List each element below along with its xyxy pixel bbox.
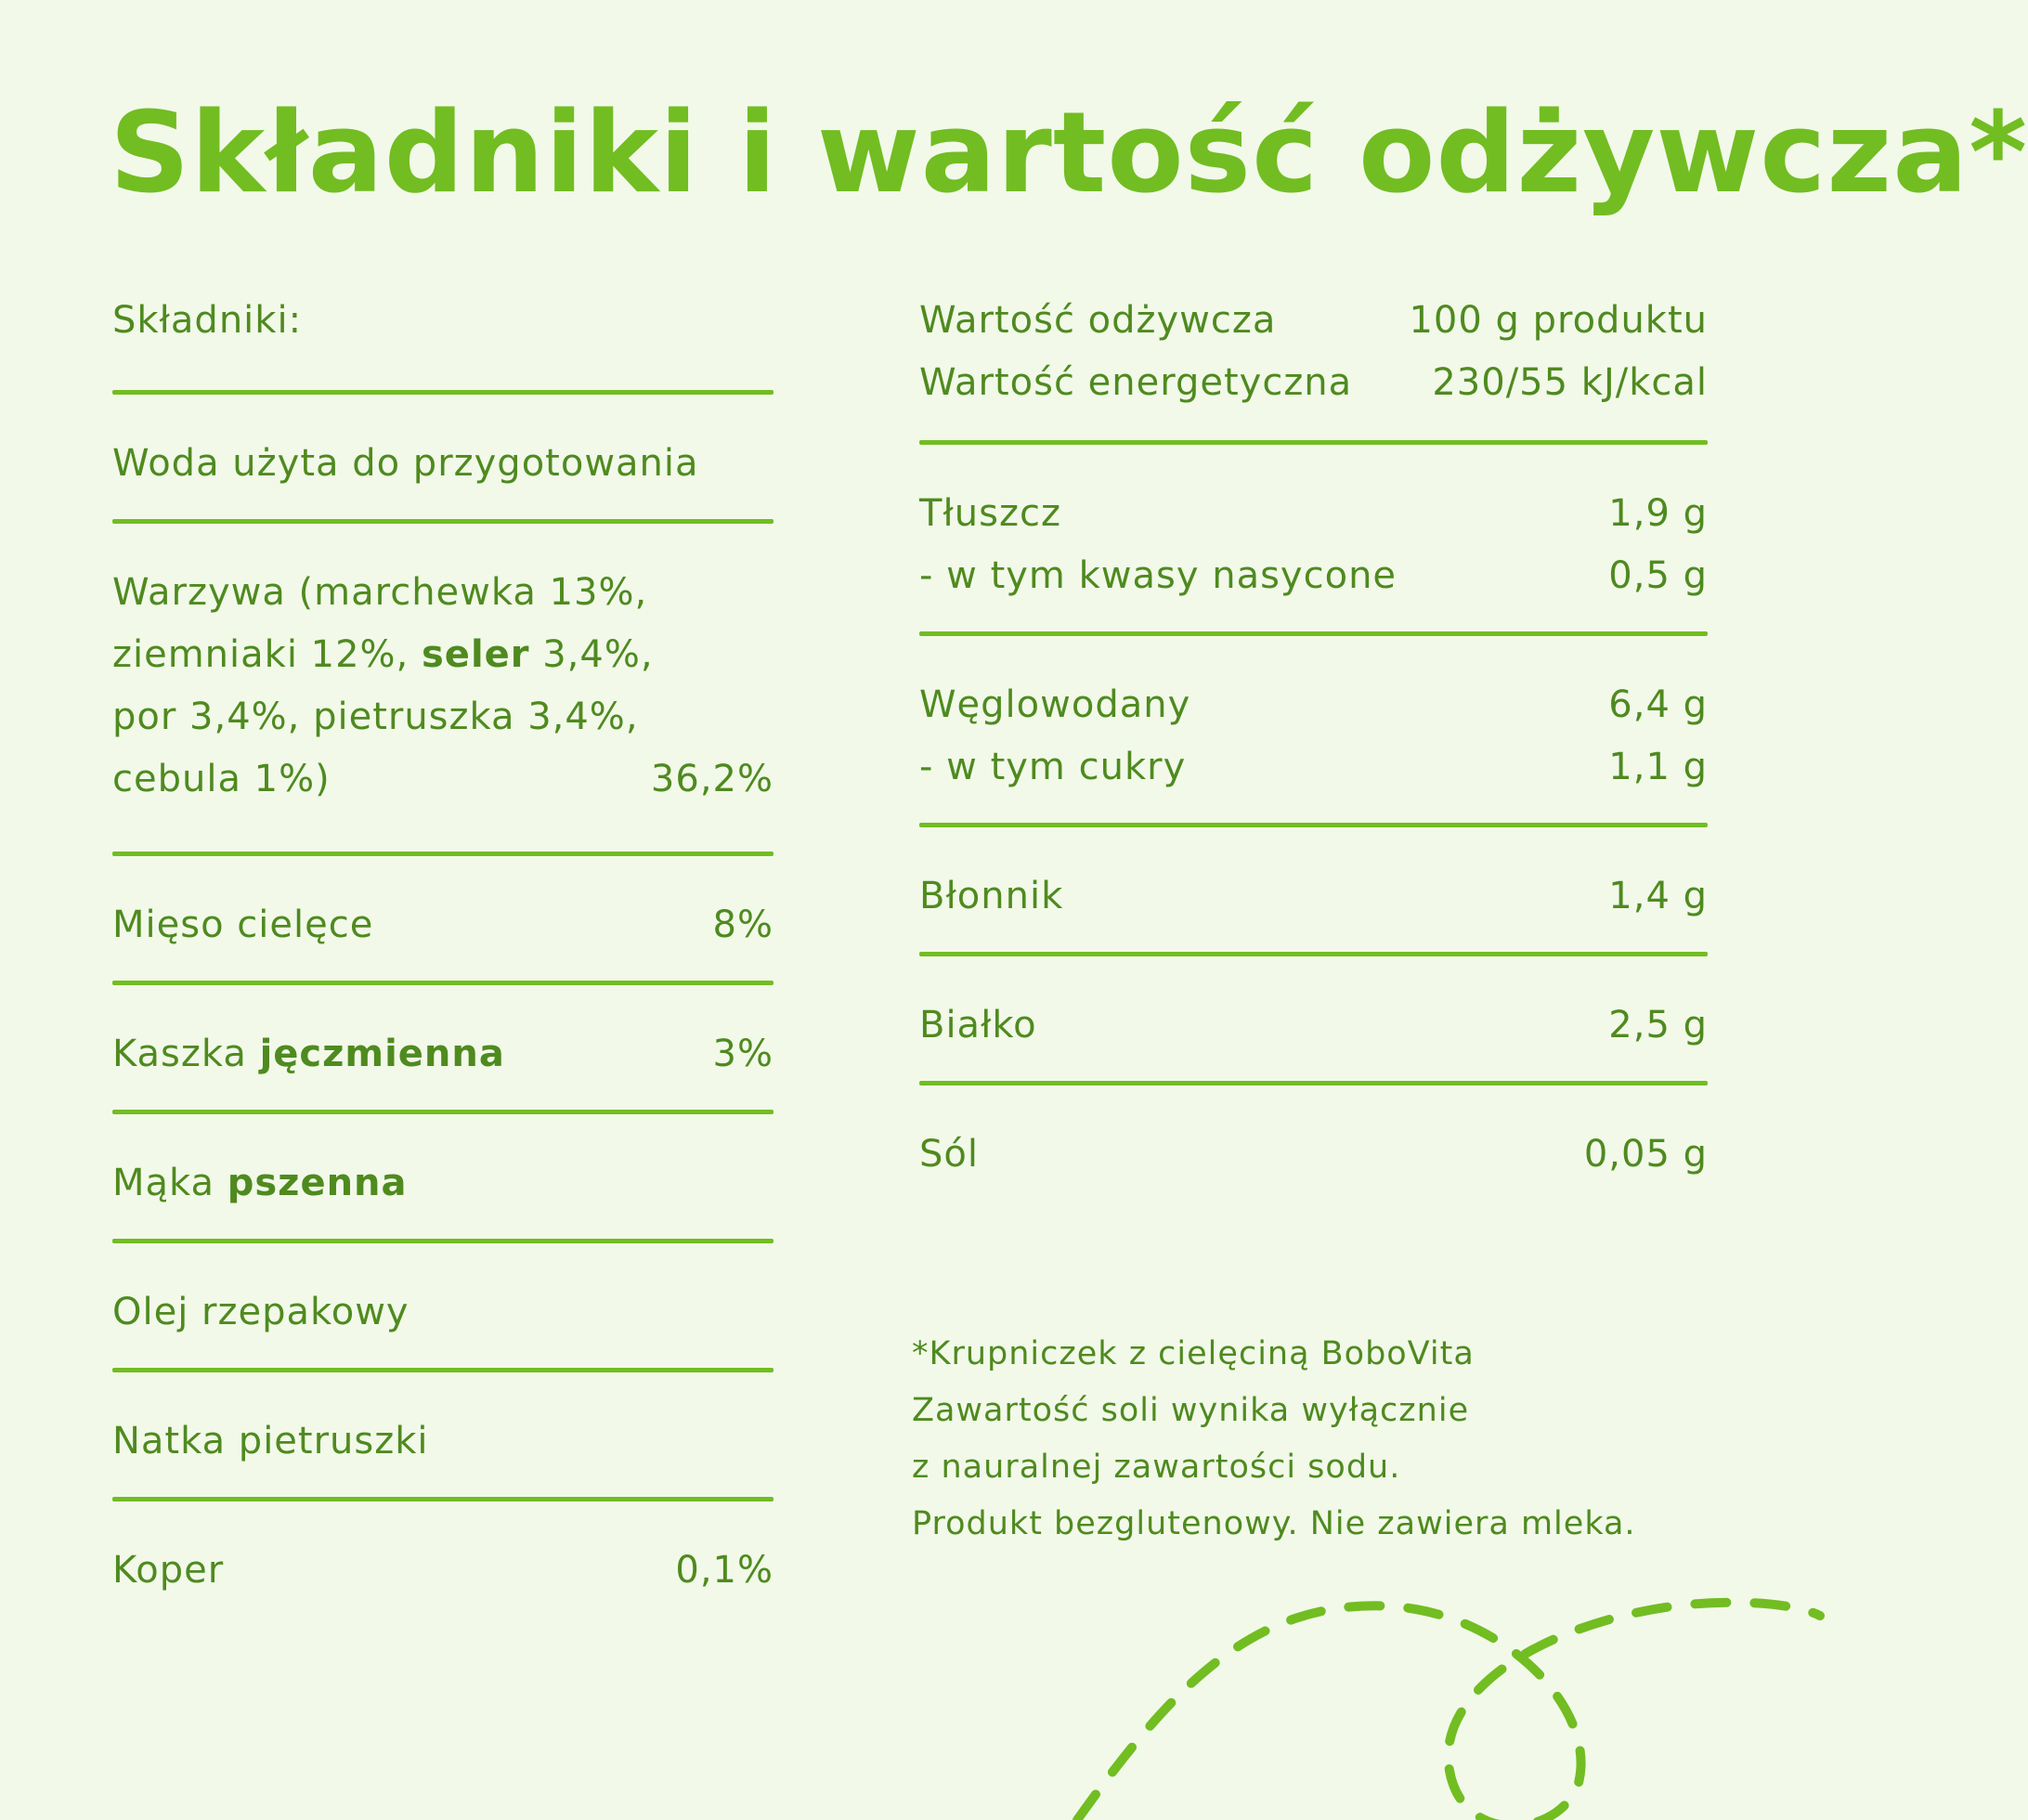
vegetables-line-1: Warzywa (marchewka 13%, [112, 571, 648, 614]
saturated-fat-row: - w tym kwasy nasycone 0,5 g [919, 554, 1708, 597]
vegetables-line-2: ziemniaki 12%, seler 3,4%, [112, 633, 654, 676]
sugars-row: - w tym cukry 1,1 g [919, 746, 1708, 788]
dashed-swirl-decoration [1021, 1569, 1820, 1820]
protein-row: Białko 2,5 g [919, 1004, 1708, 1046]
page-title: Składniki i wartość odżywcza* [110, 89, 2028, 218]
nutrition-table [919, 290, 1708, 1186]
ingredient-meat: Mięso cielęce 8% [112, 894, 774, 956]
fiber-row: Błonnik 1,4 g [919, 875, 1708, 917]
ingredient-flour: Mąka pszenna [112, 1162, 408, 1204]
groats-percent: 3% [712, 1033, 774, 1075]
dill-percent: 0,1% [675, 1549, 774, 1592]
footnote [912, 1326, 1636, 1553]
ingredient-groats: Kaszka jęczmienna 3% [112, 1023, 774, 1086]
fat-row: Tłuszcz 1,9 g [919, 492, 1708, 535]
vegetables-line-4: cebula 1%) [112, 758, 331, 800]
nutrition-header-row: Wartość odżywcza 100 g produktu [919, 299, 1708, 342]
footnote-line-4: Produkt bezglutenowy. Nie zawiera mleka. [912, 1505, 1636, 1542]
allergen-celery: seler [422, 633, 530, 676]
footnote-line-2: Zawartość soli wynika wyłącznie [912, 1392, 1470, 1429]
footnote-line-3: z nauralnej zawartości sodu. [912, 1449, 1401, 1486]
vegetables-percent: 36,2% [650, 758, 774, 800]
ingredient-dill: Koper 0,1% [112, 1540, 774, 1602]
ingredients-list [112, 290, 774, 1602]
ingredient-oil: Olej rzepakowy [112, 1291, 410, 1333]
footnote-line-1: *Krupniczek z cielęciną BoboVita [912, 1335, 1475, 1372]
meat-percent: 8% [712, 904, 774, 946]
allergen-barley: jęczmienna [259, 1033, 505, 1075]
ingredient-parsley: Natka pietruszki [112, 1420, 429, 1462]
ingredient-water: Woda użyta do przygotowania [112, 442, 699, 485]
carbohydrates-row: Węglowodany 6,4 g [919, 683, 1708, 726]
energy-row: Wartość energetyczna 230/55 kJ/kcal [919, 361, 1708, 404]
ingredients-header: Składniki: [112, 299, 303, 342]
allergen-wheat: pszenna [227, 1162, 408, 1204]
salt-row: Sól 0,05 g [919, 1133, 1708, 1176]
ingredient-vegetables [112, 562, 774, 811]
vegetables-line-3: por 3,4%, pietruszka 3,4%, [112, 696, 639, 738]
